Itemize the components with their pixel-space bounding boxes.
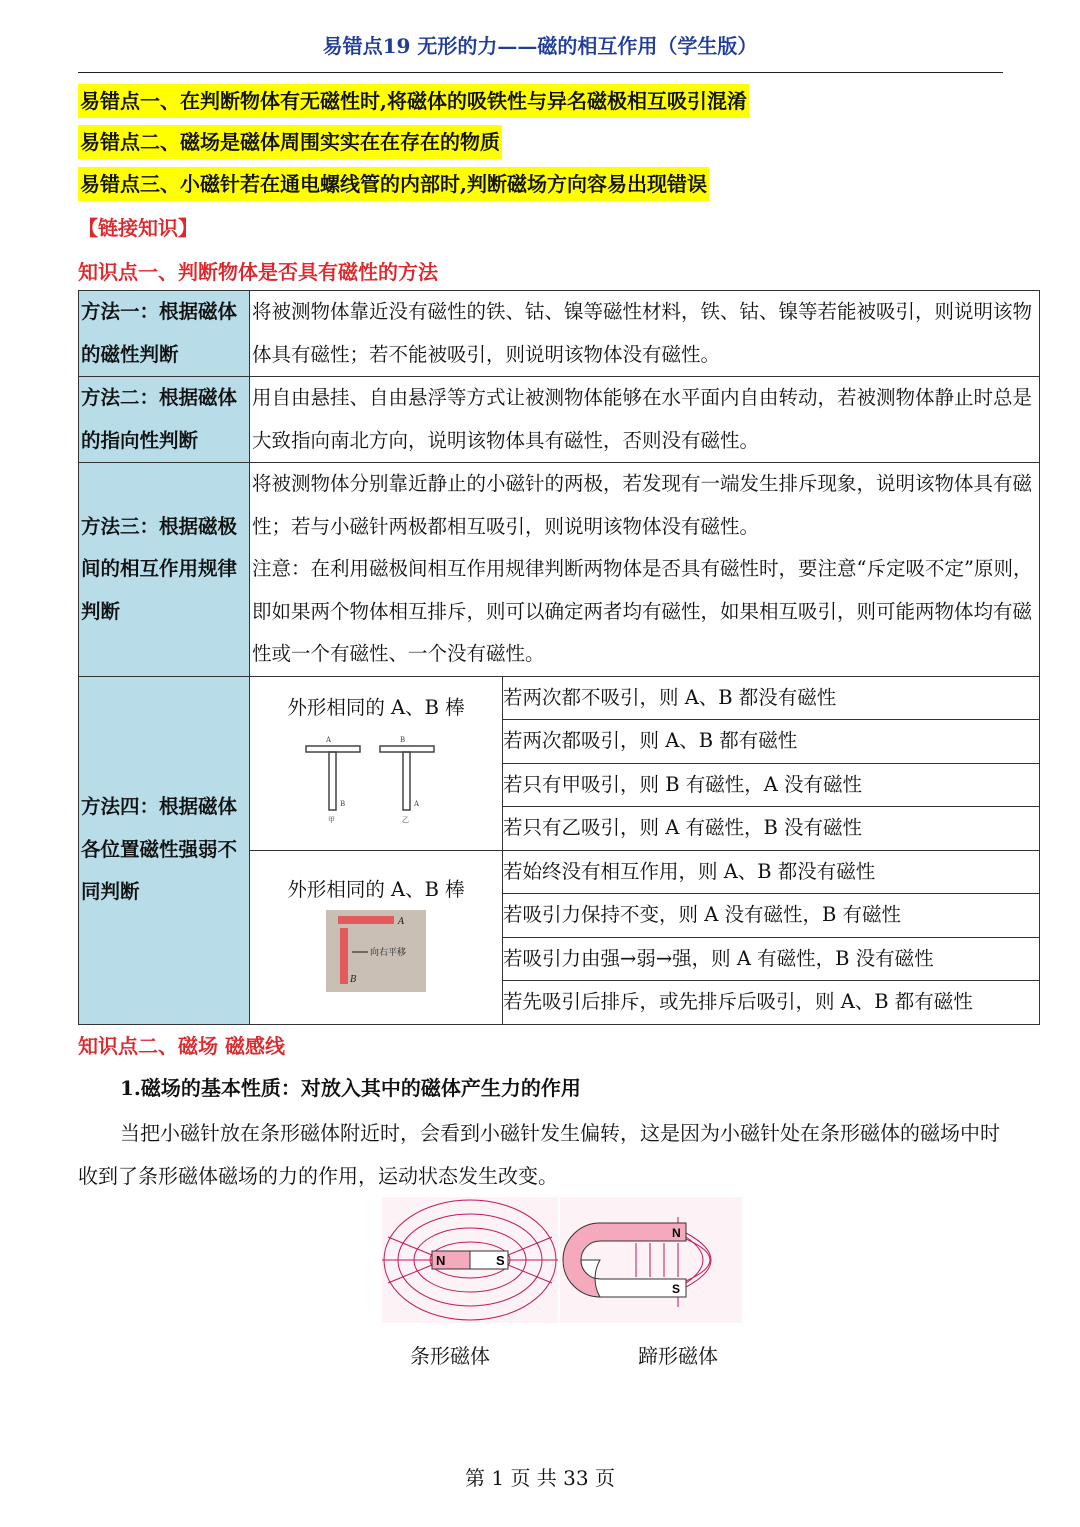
bar-pole-s: S [496,1253,505,1268]
t-shape-bars-figure [296,726,456,826]
knowledge-point-2-title: 知识点二、磁场 磁感线 [78,1034,285,1058]
sub-heading: 1.磁场的基本性质：对放入其中的磁体产生力的作用 [120,1076,581,1100]
fig2-mark-a: A [398,917,405,928]
bar-magnet-field-figure [382,1197,558,1323]
horseshoe-magnet-field-figure [560,1197,742,1323]
method-text: 将被测物体靠近没有磁性的铁、钴、镍等磁性材料，铁、钴、镍等若能被吸引，则说明该物体具有磁性；若不能被吸引，则说明该物体没有磁性。 [250,291,1040,377]
result-item: 若两次都不吸引，则 A、B 都没有磁性 [503,677,1039,721]
figure-label: 外形相同的 A、B 棒 [287,696,465,720]
figure-label: 外形相同的 A、B 棒 [287,878,465,902]
arrow-label: 向右平移 [370,948,407,959]
result-item: 若吸引力保持不变，则 A 没有磁性，B 有磁性 [503,894,1039,938]
header-divider [78,72,1003,73]
caption-horseshoe-magnet: 蹄形磁体 [638,1344,718,1368]
method-text-part: 将被测物体分别靠近静止的小磁针的两极，若发现有一端发生排斥现象，说明该物体具有磁性；若与小磁针两极都相互吸引，则说明该物体没有磁性。 [252,472,1033,538]
fig-mark-a1: A [326,736,332,745]
result-item: 若始终没有相互作用，则 A、B 都没有磁性 [503,851,1039,895]
method-text [250,463,1040,677]
fig-mark-a2: A [414,800,420,809]
fig-mark-yi: 乙 [402,816,409,825]
page-number: 第 1 页 共 33 页 [465,1466,615,1490]
error-point-1: 易错点一、在判断物体有无磁性时,将磁体的吸铁性与异名磁极相互吸引混淆 [78,84,749,118]
table-row [79,463,1040,677]
method-name: 方法二：根据磁体的指向性判断 [79,377,250,463]
fig-mark-b1: B [340,800,346,809]
method-note: 注意：在利用磁极间相互作用规律判断两物体是否具有磁性时，要注意“斥定吸不定”原则，即如果两个物体相互排斥，则可以确定两者均有磁性，如果相互吸引，则可能两物体均有磁性或一个有磁性、一个没有磁性。 [252,557,1033,665]
method-name: 方法三：根据磁极间的相互作用规律判断 [79,463,250,677]
figure-cell-1 [250,676,503,850]
link-knowledge-title: 【链接知识】 [78,216,198,240]
table-row [79,291,1040,377]
fig-mark-jia: 甲 [328,816,335,825]
result-item: 若吸引力由强→弱→强，则 A 有磁性，B 没有磁性 [503,938,1039,982]
methods-table [78,290,1040,1025]
results-cell-2 [503,850,1040,1024]
error-point-2: 易错点二、磁场是磁体周围实实在在存在的物质 [78,125,502,159]
page-title: 易错点19 无形的力——磁的相互作用（学生版） [322,34,758,58]
method-text: 用自由悬挂、自由悬浮等方式让被测物体能够在水平面内自由转动，若被测物体静止时总是大致指向南北方向，说明该物体具有磁性，否则没有磁性。 [250,377,1040,463]
figure-cell-2 [250,850,503,1024]
table-row [79,377,1040,463]
result-item: 若只有乙吸引，则 A 有磁性，B 没有磁性 [503,816,863,839]
horseshoe-pole-n: N [672,1226,681,1240]
method-name: 方法四：根据磁体各位置磁性强弱不同判断 [79,676,250,1024]
result-item: 若先吸引后排斥，或先排斥后吸引，则 A、B 都有磁性 [503,990,973,1013]
table-row [79,676,1040,850]
method-name: 方法一：根据磁体的磁性判断 [79,291,250,377]
fig-mark-b2: B [400,736,406,745]
result-item: 若只有甲吸引，则 B 有磁性，A 没有磁性 [503,764,1039,808]
error-point-3: 易错点三、小磁针若在通电螺线管的内部时,判断磁场方向容易出现错误 [78,167,709,201]
results-cell-1 [503,676,1040,850]
result-item: 若两次都吸引，则 A、B 都有磁性 [503,720,1039,764]
knowledge-point-1-title: 知识点一、判断物体是否具有磁性的方法 [78,260,438,284]
caption-bar-magnet: 条形磁体 [410,1344,490,1368]
sliding-bars-photo [326,910,426,992]
fig2-mark-b: B [350,975,357,986]
bar-pole-n: N [436,1253,446,1268]
paragraph: 当把小磁针放在条形磁体附近时，会看到小磁针发生偏转，这是因为小磁针处在条形磁体的磁场中时收到了条形磁体磁场的力的作用，运动状态发生改变。 [78,1121,1000,1188]
horseshoe-pole-s: S [672,1282,681,1296]
